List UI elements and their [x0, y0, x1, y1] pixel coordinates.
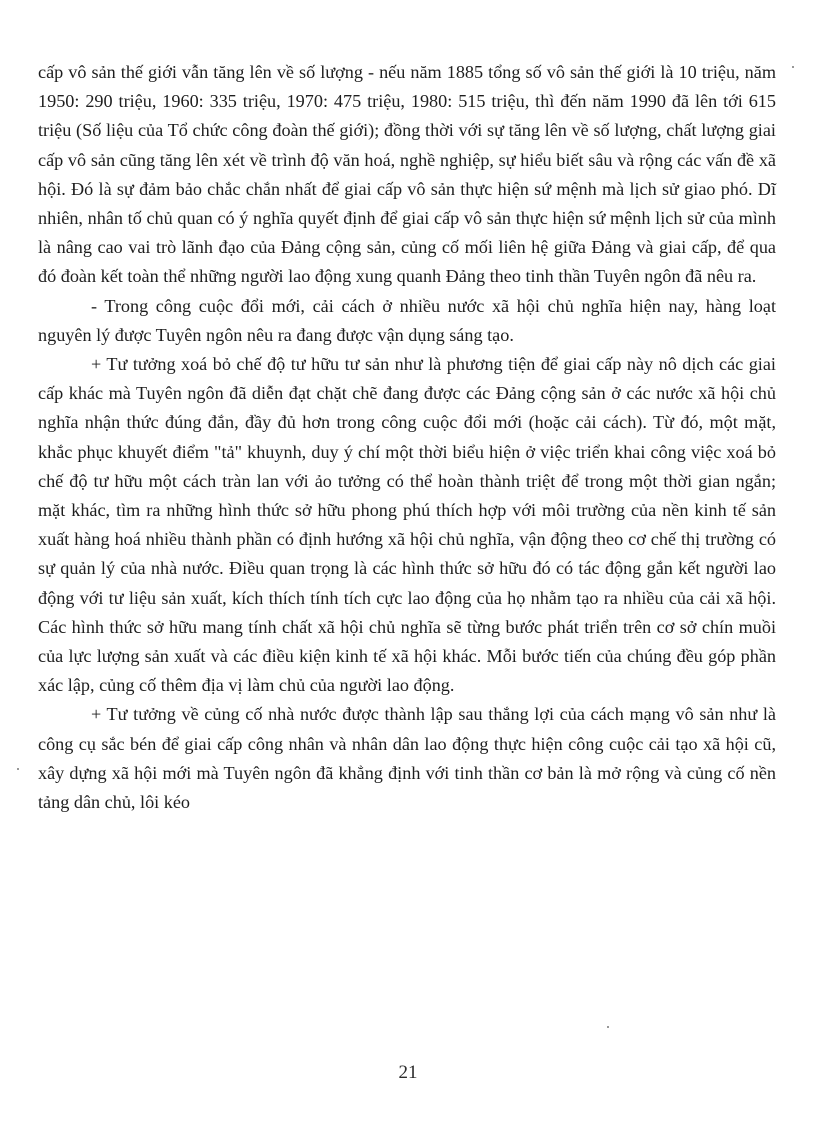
scan-speck: [607, 1026, 609, 1028]
scan-speck: [792, 66, 794, 68]
scan-speck: [17, 768, 19, 770]
body-text: [38, 58, 776, 817]
paragraph-private-ownership: + Tư tưởng xoá bỏ chế độ tư hữu tư sản như là phương tiện để giai cấp này nô dịch các giai cấp khác mà Tuyên ngôn đã diễn đạt chặt chẽ đang được các Đảng cộng sản ở các nước xã hội chủ nghĩa nhận thức đúng đắn, đầy đủ hơn trong công cuộc đổi mới (hoặc cải cách). Từ đó, một mặt, khắc phục khuyết điểm "tả" khuynh, duy ý chí một thời biểu hiện ở việc triển khai công việc xoá bỏ chế độ tư hữu một cách tràn lan với ảo tưởng có thể hoàn thành triệt để trong một thời gian ngắn; mặt khác, tìm ra những hình thức sở hữu phong phú thích hợp với môi trường của nền kinh tế sản xuất hàng hoá nhiều thành phần có định hướng xã hội chủ nghĩa, vận động theo cơ chế thị trường có sự quản lý của nhà nước. Điều quan trọng là các hình thức sở hữu đó có tác động gắn kết người lao động với tư liệu sản xuất, kích thích tính tích cực lao động của họ nhằm tạo ra nhiều của cải xã hội. Các hình thức sở hữu mang tính chất xã hội chủ nghĩa sẽ từng bước phát triển trên cơ sở chín muồi của lực lượng sản xuất và các điều kiện kinh tế xã hội khác. Mỗi bước tiến của chúng đều góp phần xác lập, củng cố thêm địa vị làm chủ của người lao động.: [38, 354, 776, 696]
paragraph-reform-intro: - Trong công cuộc đổi mới, cải cách ở nhiều nước xã hội chủ nghĩa hiện nay, hàng loạt nguyên lý được Tuyên ngôn nêu ra đang được vận dụng sáng tạo.: [38, 295, 776, 345]
paragraph-continuation: cấp vô sản thế giới vẫn tăng lên về số lượng - nếu năm 1885 tổng số vô sản thế giới là 10 triệu, năm 1950: 290 triệu, 1960: 335 triệu, 1970: 475 triệu, 1980: 515 triệu, thì đến năm 1990 đã lên tới 615 triệu (Số liệu của Tổ chức công đoàn thế giới); đồng thời với sự tăng lên về số lượng, chất lượng giai cấp vô sản cũng tăng lên xét về trình độ văn hoá, nghề nghiệp, sự hiểu biết sâu và rộng các vấn đề xã hội. Đó là sự đảm bảo chắc chắn nhất để giai cấp vô sản thực hiện sứ mệnh mà lịch sử giao phó. Dĩ nhiên, nhân tố chủ quan có ý nghĩa quyết định để giai cấp vô sản thực hiện sứ mệnh lịch sử của mình là nâng cao vai trò lãnh đạo của Đảng cộng sản, củng cố mối liên hệ giữa Đảng và giai cấp, để qua đó đoàn kết toàn thể những người lao động xung quanh Đảng theo tinh thần Tuyên ngôn đã nêu ra.: [38, 62, 776, 287]
paragraph-state-consolidation: + Tư tưởng về củng cố nhà nước được thành lập sau thắng lợi của cách mạng vô sản như là công cụ sắc bén để giai cấp công nhân và nhân dân lao động thực hiện công cuộc cải tạo xã hội cũ, xây dựng xã hội mới mà Tuyên ngôn đã khẳng định với tinh thần cơ bản là mở rộng và củng cố nền tảng dân chủ, lôi kéo: [38, 704, 776, 813]
page-number: 21: [398, 1062, 418, 1083]
